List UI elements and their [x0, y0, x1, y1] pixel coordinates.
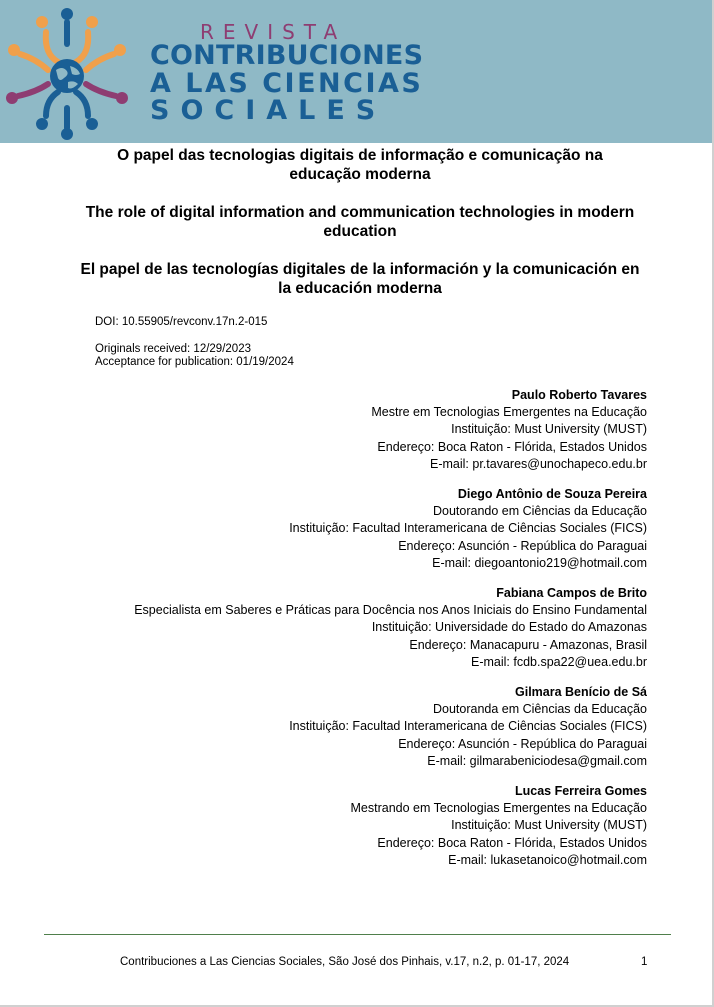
- author-email: E-mail: gilmarabeniciodesa@gmail.com: [427, 753, 647, 768]
- title-portuguese: O papel das tecnologias digitais de informação e comunicação na educação moderna: [117, 147, 603, 183]
- journal-header: [0, 0, 714, 143]
- author-degree: Mestre em Tecnologias Emergentes na Educação: [371, 405, 647, 420]
- masthead-revista: REVISTA: [200, 20, 347, 44]
- author-address: Endereço: Manacapuru - Amazonas, Brasil: [409, 637, 647, 652]
- author-block: [134, 585, 647, 671]
- author-degree: Doutoranda em Ciências da Educação: [432, 702, 647, 717]
- author-name: Fabiana Campos de Brito: [496, 586, 647, 601]
- article-meta: [95, 316, 294, 369]
- footer-citation: Contribuciones a Las Ciencias Sociales, São José dos Pinhais, v.17, n.2, p. 01-17, 2024: [120, 956, 570, 968]
- author-institution: Instituição: Facultad Interamericana de Ciências Sociales (FICS): [289, 521, 647, 536]
- author-block: [134, 387, 647, 473]
- author-block: [134, 684, 647, 770]
- title-spanish: El papel de las tecnologías digitales de la información y la comunicación en la educación moderna: [80, 261, 640, 297]
- author-email: E-mail: lukasetanoico@hotmail.com: [448, 852, 647, 867]
- author-block: [134, 783, 647, 869]
- author-name: Paulo Roberto Tavares: [511, 388, 647, 402]
- accepted-date: Acceptance for publication: 01/19/2024: [95, 356, 294, 368]
- author-name: Lucas Ferreira Gomes: [514, 784, 647, 799]
- author-institution: Instituição: Universidade do Estado do Amazonas: [371, 620, 647, 635]
- received-date: Originals received: 12/29/2023: [95, 343, 251, 355]
- masthead-line-2: A LAS CIENCIAS: [150, 68, 424, 99]
- masthead-line-3: SOCIALES: [150, 95, 387, 126]
- author-institution: Instituição: Must University (MUST): [451, 818, 647, 833]
- author-list: [134, 387, 647, 882]
- author-email: E-mail: pr.tavares@unochapeco.edu.br: [430, 456, 647, 471]
- title-english: The role of digital information and communication technologies in modern education: [85, 204, 635, 240]
- author-name: Diego Antônio de Souza Pereira: [457, 487, 647, 502]
- doi: DOI: 10.55905/revconv.17n.2-015: [95, 316, 268, 328]
- masthead-line-1: CONTRIBUCIONES: [150, 40, 424, 71]
- footer-divider: [44, 934, 671, 935]
- author-address: Endereço: Boca Raton - Flórida, Estados Unidos: [377, 835, 647, 850]
- author-address: Endereço: Asunción - República do Paraguai: [398, 538, 647, 553]
- author-block: [134, 486, 647, 572]
- journal-logo-icon: [6, 4, 128, 140]
- author-degree: Mestrando em Tecnologias Emergentes na Educação: [350, 801, 647, 816]
- author-address: Endereço: Boca Raton - Flórida, Estados Unidos: [377, 439, 647, 454]
- author-degree: Especialista em Saberes e Práticas para Docência nos Anos Iniciais do Ensino Fundamental: [134, 603, 647, 618]
- author-degree: Doutorando em Ciências da Educação: [432, 504, 647, 519]
- author-address: Endereço: Asunción - República do Paraguai: [398, 736, 647, 751]
- author-email: E-mail: fcdb.spa22@uea.edu.br: [471, 654, 647, 669]
- article-titles: [80, 146, 640, 317]
- author-email: E-mail: diegoantonio219@hotmail.com: [432, 555, 647, 570]
- page-number: 1: [641, 956, 648, 968]
- author-institution: Instituição: Facultad Interamericana de Ciências Sociales (FICS): [289, 719, 647, 734]
- author-name: Gilmara Benício de Sá: [515, 685, 647, 700]
- author-institution: Instituição: Must University (MUST): [451, 422, 647, 437]
